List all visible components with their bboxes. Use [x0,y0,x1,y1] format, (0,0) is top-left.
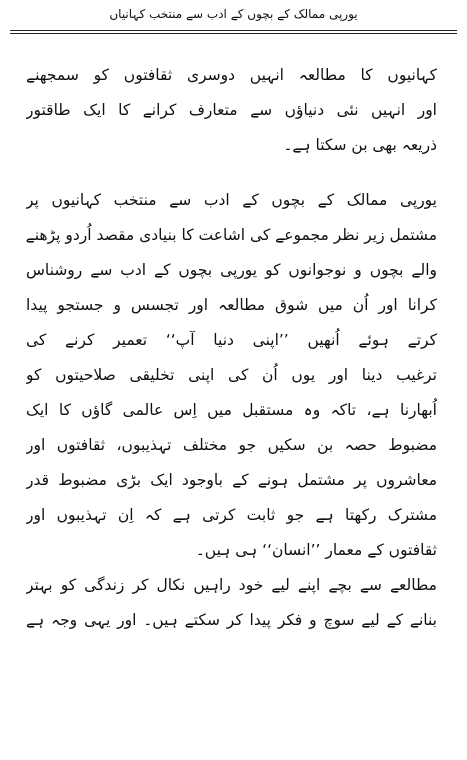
text-line: والے بچوں و نوجوانوں کو یورپی بچوں کے ادب سے روشناس [26,261,437,279]
body-text [26,58,437,638]
text-line: اور انہیں نئی دنیاؤں سے متعارف کرانے کا ایک طاقتور [26,101,437,119]
text-line: بنانے کے لیے سوچ و فکر پیدا کر سکتے ہیں۔ اور یہی وجہ ہے [26,611,437,629]
text-line: اُبھارنا ہے، تاکہ وہ مستقبل میں اِس عالمی گاؤں کا ایک [26,401,437,419]
paragraph-gap [26,163,437,183]
text-line: مطالعے سے بچے اپنے لیے خود راہیں نکال کر زندگی کو بہتر [26,576,437,594]
paragraph-1 [26,58,437,163]
header-rule-bottom [10,33,457,34]
paragraph-3 [26,568,437,638]
text-line: ثقافتوں کے معمار ’’انسان‘‘ ہی ہیں۔ [195,541,437,559]
text-line: کرانا اور اُن میں شوق مطالعہ اور تجسس و جستجو پیدا [26,296,437,314]
text-line: معاشروں پر مشتمل ہونے کے باوجود ایک بڑی مضبوط قدر [26,471,437,489]
text-line: مضبوط حصہ بن سکیں جو مختلف تہذیبوں، ثقافتوں اور [26,436,437,454]
running-header: یورپی ممالک کے بچوں کے ادب سے منتخب کہانیاں [109,7,358,21]
text-line: مشتمل زیر نظر مجموعے کی اشاعت کا بنیادی مقصد اُردو پڑھنے [26,226,437,244]
text-line: یورپی ممالک کے بچوں کے ادب سے منتخب کہانیوں پر [26,191,437,209]
text-line: کرتے ہوئے اُنھیں ’’اپنی دنیا آپ‘‘ تعمیر کرنے کی [26,331,437,349]
header-rule-top [10,30,457,31]
text-line: ترغیب دینا اور یوں اُن کی اپنی تخلیقی صلاحیتوں کو [26,366,437,384]
text-line: کہانیوں کا مطالعہ انہیں دوسری ثقافتوں کو سمجھنے [26,66,437,84]
text-line: مشترک رکھتا ہے جو ثابت کرتی ہے کہ اِن تہذیبوں اور [26,506,437,524]
text-line: ذریعہ بھی بن سکتا ہے۔ [283,136,437,154]
paragraph-2 [26,183,437,568]
